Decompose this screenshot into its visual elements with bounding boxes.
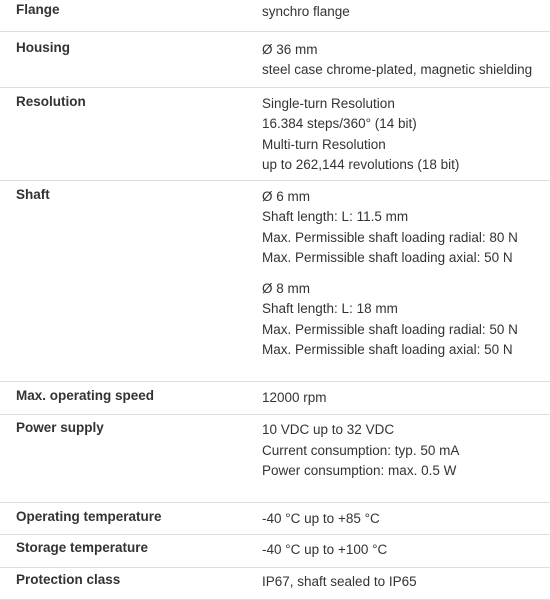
spec-row-max-operating-speed xyxy=(0,381,550,415)
spec-value-line: Max. Permissible shaft loading axial: 50 N xyxy=(262,342,513,357)
spec-value xyxy=(262,0,550,31)
spec-value-line: -40 °C up to +85 °C xyxy=(262,510,380,526)
spec-label: Shaft xyxy=(16,186,50,202)
spec-value-line: synchro flange xyxy=(262,4,350,19)
spec-value-line: 12000 rpm xyxy=(262,389,327,405)
spec-value-line: Max. Permissible shaft loading radial: 50 N xyxy=(262,321,518,337)
spec-row-housing xyxy=(0,31,550,87)
spec-row-resolution xyxy=(0,87,550,180)
spec-value xyxy=(262,87,550,180)
spec-value xyxy=(262,180,550,381)
spec-value-group xyxy=(262,94,550,176)
spec-value-line: -40 °C up to +100 °C xyxy=(262,542,388,557)
spec-label: Operating temperature xyxy=(16,508,162,524)
spec-value-line: steel case chrome-plated, magnetic shielding xyxy=(262,62,533,77)
spec-value-group xyxy=(262,540,550,561)
spec-value xyxy=(262,502,550,535)
spec-value-group xyxy=(262,572,550,593)
spec-value-line: Ø 6 mm xyxy=(262,188,311,204)
spec-row-shaft xyxy=(0,180,550,381)
spec-value-line: 10 VDC up to 32 VDC xyxy=(262,422,395,437)
spec-value-group xyxy=(262,279,550,361)
spec-value-line: 16.384 steps/360° (14 bit) xyxy=(262,116,417,131)
spec-value-group xyxy=(262,509,550,530)
spec-value xyxy=(262,567,550,600)
spec-value-line: Ø 36 mm xyxy=(262,41,318,57)
spec-value-line: Single-turn Resolution xyxy=(262,95,395,111)
spec-label: Protection class xyxy=(16,571,121,587)
spec-value-line: IP67, shaft sealed to IP65 xyxy=(262,573,417,589)
spec-value-line: Shaft length: L: 11.5 mm xyxy=(262,209,409,224)
spec-value-line: Max. Permissible shaft loading radial: 80 N xyxy=(262,229,518,245)
spec-label: Resolution xyxy=(16,93,86,109)
spec-row-operating-temperature xyxy=(0,502,550,535)
spec-value-line: up to 262,144 revolutions (18 bit) xyxy=(262,157,460,172)
spec-value xyxy=(262,535,550,568)
spec-value-line: Multi-turn Resolution xyxy=(262,136,386,152)
spec-label: Max. operating speed xyxy=(16,387,155,403)
spec-value-group xyxy=(262,2,550,23)
spec-value-line: Max. Permissible shaft loading axial: 50 N xyxy=(262,250,513,265)
spec-label: Storage temperature xyxy=(16,540,149,555)
spec-value-group xyxy=(262,420,550,482)
spec-label: Flange xyxy=(16,2,60,17)
spec-value-line: Shaft length: L: 18 mm xyxy=(262,301,398,316)
spec-value-line: Power consumption: max. 0.5 W xyxy=(262,463,457,478)
spec-value xyxy=(262,415,550,503)
spec-row-flange xyxy=(0,0,550,31)
spec-label: Housing xyxy=(16,39,70,55)
spec-value-group xyxy=(262,388,550,409)
spec-value-group xyxy=(262,187,550,269)
spec-label: Power supply xyxy=(16,420,104,435)
spec-value-line: Ø 8 mm xyxy=(262,280,311,296)
spec-value xyxy=(262,31,550,87)
spec-value-group xyxy=(262,40,550,81)
spec-row-protection-class xyxy=(0,567,550,600)
spec-value-line: Current consumption: typ. 50 mA xyxy=(262,442,460,458)
spec-row-storage-temperature xyxy=(0,535,550,568)
spec-row-power-supply xyxy=(0,415,550,503)
spec-value xyxy=(262,381,550,415)
